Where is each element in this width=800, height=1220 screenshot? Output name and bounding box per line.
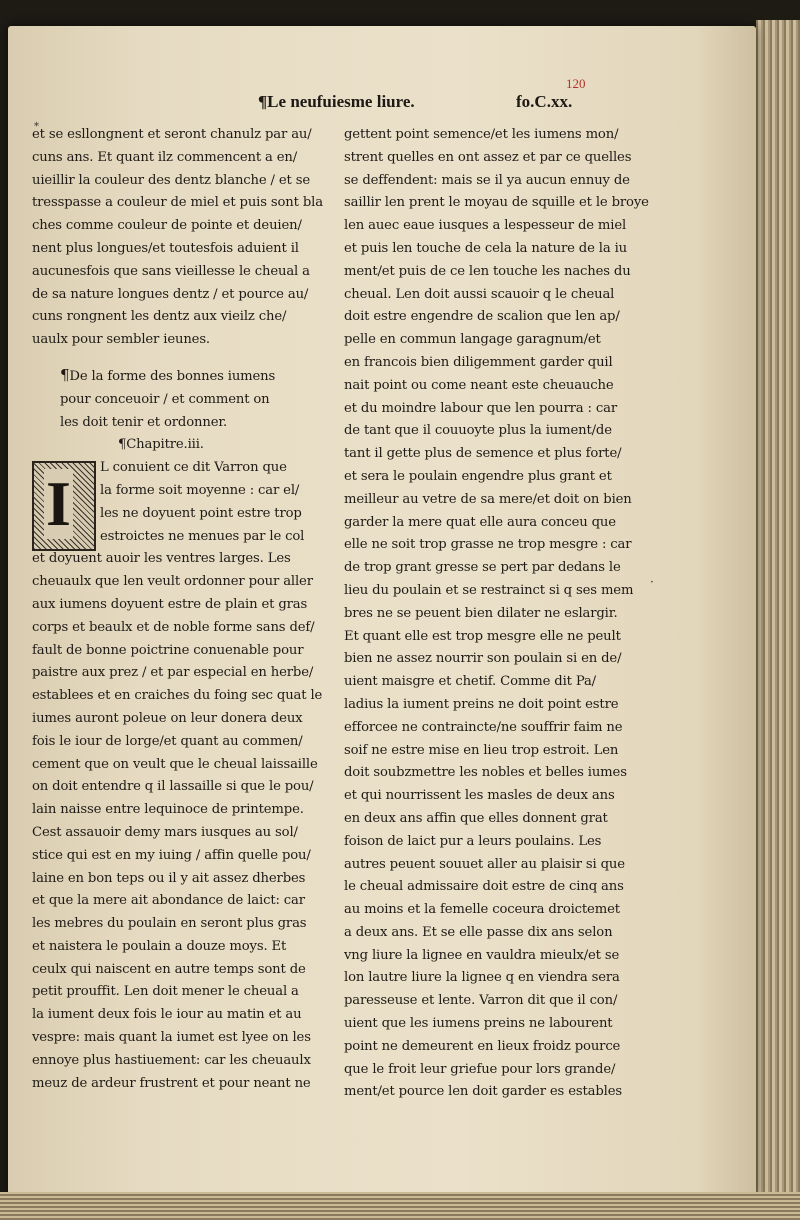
text-line: ches comme couleur de pointe et deuien/ (32, 218, 302, 234)
text-line: bres ne se peuent bien dilater ne eslargir. (344, 605, 618, 621)
text-line: laine en bon teps ou il y ait assez dherbes (32, 870, 306, 886)
text-line: len auec eaue iusques a lespesseur de miel (344, 218, 627, 234)
text-line: uient que les iumens preins ne labourent (344, 1016, 613, 1032)
text-line: lain naisse entre lequinoce de printempe. (32, 802, 304, 818)
text-line: au moins et la femelle coceura droictemet (344, 902, 620, 918)
text-line: lieu du poulain et se restrainct si q ses mem (344, 582, 634, 598)
text-line: meilleur au vetre de sa mere/et doit on bien (344, 491, 632, 507)
pilcrow-icon: ¶ (60, 365, 70, 384)
chapter-number: ¶Chapitre.iii. (118, 437, 204, 453)
margin-mark: ⁎ (34, 118, 39, 129)
text-line: on doit entendre q il lassaille si que le pou/ (32, 779, 314, 795)
decorated-initial: I (32, 461, 96, 551)
text-line: nait point ou come neant este cheuauche (344, 377, 614, 393)
text-line: ment/et puis de ce len touche les naches du (344, 263, 631, 279)
text-line: ment/et pource len doit garder es estables (344, 1084, 622, 1100)
text-line: iumes auront poleue on leur donera deux (32, 710, 303, 726)
text-line: paistre aux prez / et par especial en herbe/ (32, 665, 314, 681)
text-line: de trop grant gresse se pert par dedans le (344, 560, 621, 576)
text-line: et qui nourrissent les masles de deux ans (344, 788, 615, 804)
text-line: paresseuse et lente. Varron dit que il con/ (344, 993, 618, 1009)
text-line: la forme soit moyenne : car el/ (100, 482, 300, 498)
text-line: gettent point semence/et les iumens mon/ (344, 127, 619, 142)
text-line: tresspasse a couleur de miel et puis sont bla (32, 195, 323, 211)
text-line: meuz de ardeur frustrent et pour neant ne (32, 1075, 311, 1091)
text-line: et du moindre labour que len pourra : car (344, 400, 617, 416)
text-line: autres peuent souuet aller au plaisir si que (344, 856, 625, 872)
book-page-edges (756, 20, 800, 1220)
text-line: saillir len prent le moyau de squille et le broye (344, 195, 649, 211)
text-line: tant il gette plus de semence et plus forte/ (344, 446, 622, 462)
text-line: les ne doyuent point estre trop (100, 505, 302, 521)
text-line: aucunesfois que sans vieillesse le cheual a (32, 263, 310, 279)
text-line: efforcee ne contraincte/ne souffrir faim ne (344, 719, 623, 735)
left-column (32, 124, 362, 1095)
text-line: et doyuent auoir les ventres larges. Les (32, 551, 291, 567)
decorated-initial-block (32, 457, 362, 548)
chapter-title-line: pour conceuoir / et comment on (60, 391, 270, 407)
text-line: establees et en craiches du foing sec quat le (32, 688, 323, 704)
text-line: en deux ans affin que elles donnent grat (344, 810, 608, 826)
text-line: cheuaulx que len veult ordonner pour aller (32, 574, 313, 590)
text-line: cheual. Len doit aussi scauoir q le cheual (344, 286, 615, 302)
right-column (344, 124, 674, 1104)
handwritten-folio-number: 120 (566, 76, 586, 91)
text-line: doit estre engendre de scalion que len ap/ (344, 309, 620, 325)
chapter-title-line: les doit tenir et ordonner. (60, 414, 228, 430)
text-line: ladius la iument preins ne doit point estre (344, 696, 619, 712)
text-line: a deux ans. Et se elle passe dix ans selon (344, 924, 613, 940)
text-line: uient maisgre et chetif. Comme dit Pa/ (344, 674, 596, 690)
text-line: de sa nature longues dentz / et pource au/ (32, 286, 309, 302)
text-line: fois le iour de lorge/et quant au commen/ (32, 733, 303, 749)
text-line: vng liure la lignee en vauldra mieulx/et se (344, 947, 620, 963)
text-line: que le froit leur griefue pour lors grande/ (344, 1061, 616, 1077)
text-line: et sera le poulain engendre plus grant et (344, 468, 612, 484)
text-line: Et quant elle est trop mesgre elle ne peult (344, 628, 621, 644)
text-line: Cest assauoir demy mars iusques au sol/ (32, 824, 298, 840)
folio-number: fo.C.xx. (516, 92, 573, 111)
text-line: cement que on veult que le cheual laissaille (32, 756, 318, 772)
text-line: vespre: mais quant la iumet est lyee on les (32, 1030, 311, 1046)
text-line: bien ne assez nourrir son poulain si en de/ (344, 651, 622, 667)
text-line: strent quelles en ont assez et par ce quelles (344, 149, 632, 165)
text-line: ceulx qui naiscent en autre temps sont de (32, 961, 306, 977)
text-line: cuns ans. Et quant ilz commencent a en/ (32, 149, 298, 165)
text-line: et que la mere ait abondance de laict: car (32, 893, 305, 909)
text-line: elle ne soit trop grasse ne trop mesgre : car (344, 537, 632, 553)
text-line: et puis len touche de cela la nature de la iu (344, 240, 628, 256)
text-line: doit soubzmettre les nobles et belles iumes (344, 765, 627, 781)
text-line: foison de laict pur a leurs poulains. Les (344, 833, 602, 849)
text-line: corps et beaulx et de noble forme sans def/ (32, 619, 315, 635)
text-line: stice qui est en my iuing / affin quelle pou/ (32, 847, 311, 863)
book-bottom-edge (0, 1192, 800, 1220)
text-line: lon lautre liure la lignee q en viendra sera (344, 970, 620, 986)
text-line: aux iumens doyuent estre de plain et gras (32, 596, 308, 612)
text-line: cuns rongnent les dentz aux vieilz che/ (32, 309, 287, 325)
text-line: soif ne estre mise en lieu trop estroit. Len (344, 742, 619, 758)
chapter-title-line: ¶De la forme des bonnes iumens (60, 365, 276, 384)
text-line: se deffendent: mais se il ya aucun ennuy de (344, 172, 630, 188)
text-line: les mebres du poulain en seront plus gras (32, 916, 307, 932)
text-line: en francois bien diligemment garder quil (344, 354, 613, 370)
text-line: de tant que il couuoyte plus la iument/de (344, 423, 612, 439)
text-line: le cheual admissaire doit estre de cinq ans (344, 879, 624, 895)
margin-dot: · (650, 575, 654, 589)
text-line: garder la mere quat elle aura conceu que (344, 514, 616, 530)
text-line: uaulx pour sembler ieunes. (32, 332, 210, 348)
text-line: petit prouffit. Len doit mener le cheual a (32, 984, 299, 1000)
text-line: fault de bonne poictrine conuenable pour (32, 642, 304, 658)
text-line: estroictes ne menues par le col (100, 528, 305, 544)
text-line: nent plus longues/et toutesfois aduient il (32, 240, 299, 256)
text-line: pelle en commun langage garagnum/et (344, 332, 601, 348)
text-line: point ne demeurent en lieux froidz pource (344, 1038, 621, 1054)
text-line: la iument deux fois le iour au matin et au (32, 1007, 302, 1023)
text-line: ennoye plus hastiuement: car les cheuaulx (32, 1052, 311, 1068)
text-line: et se esllongnent et seront chanulz par au/ (32, 127, 312, 142)
text-line: et naistera le poulain a douze moys. Et (32, 938, 287, 954)
running-title: ¶Le neufuiesme liure. (258, 92, 415, 111)
text-line: uieillir la couleur des dentz blanche / et se (32, 172, 311, 188)
text-line: L conuient ce dit Varron que (100, 460, 287, 476)
